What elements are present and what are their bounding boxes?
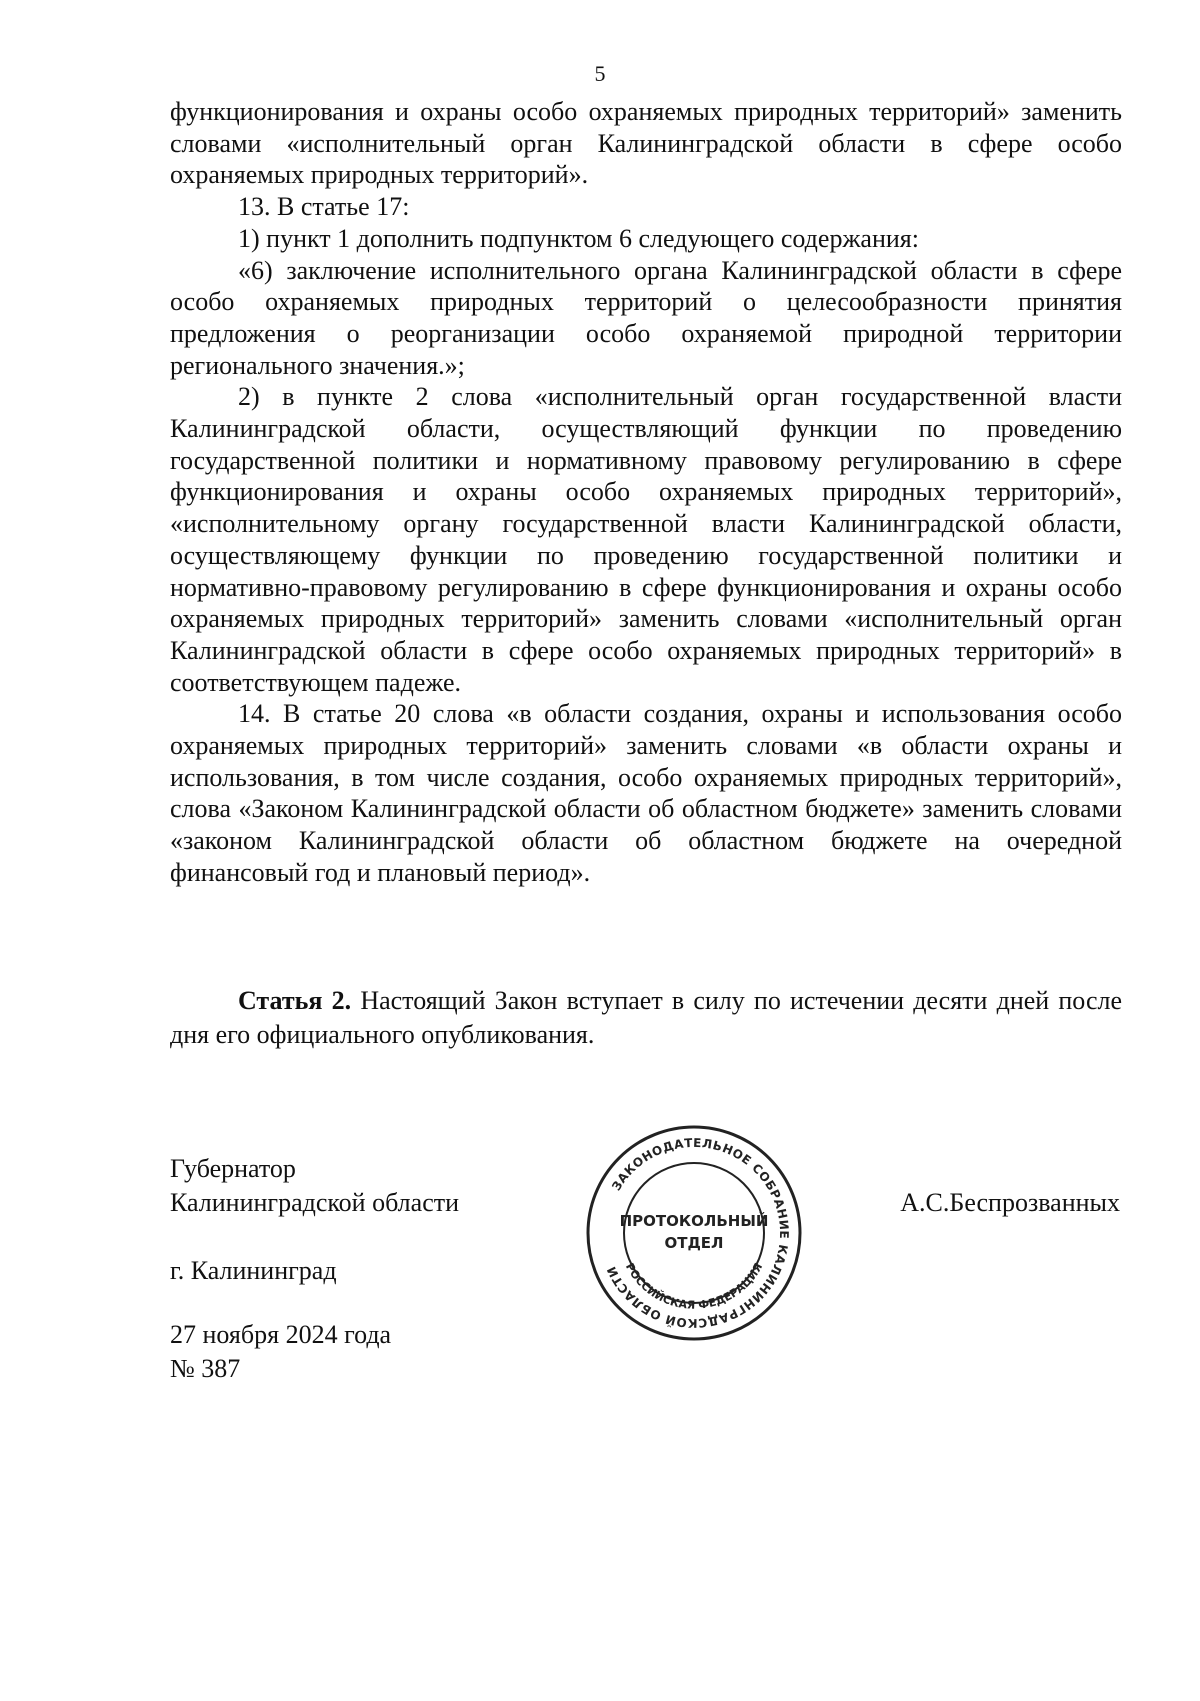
article-2-text: Настоящий Закон вступает в силу по истечении десяти дней после дня его официального опубликования. bbox=[170, 986, 1123, 1049]
law-number: № 387 bbox=[170, 1354, 241, 1383]
paragraph-subitem-1: 1) пункт 1 дополнить подпунктом 6 следующего содержания: bbox=[238, 223, 919, 253]
paragraph-continuation: функционирования и охраны особо охраняемых природных территорий» заменить словами «исполнительный орган Калининградской области в сфере особо охраняемых природных территорий». bbox=[170, 97, 1122, 190]
law-date: 27 ноября 2024 года bbox=[170, 1320, 392, 1349]
paragraph-item-13: 13. В статье 17: bbox=[238, 192, 410, 222]
stamp-seal-graphic bbox=[580, 1122, 808, 1344]
signatory-title bbox=[170, 1152, 459, 1220]
signatory-name: А.С.Беспрозванных bbox=[900, 1188, 1120, 1217]
official-stamp bbox=[580, 1122, 808, 1344]
city: г. Калининград bbox=[170, 1256, 337, 1285]
paragraph-quote-6: «6) заключение исполнительного органа Калининградской области в сфере особо охраняемых природных территорий о целесообразности принятия предложения о реорганизации особо охраняемой природной территории регионального значения.»; bbox=[170, 255, 1122, 380]
date-and-number bbox=[170, 1318, 391, 1386]
page-number: 5 bbox=[594, 61, 606, 86]
stamp-inner-line1: ПРОТОКОЛЬНЫЙ bbox=[619, 1212, 769, 1230]
paragraph-subitem-2: 2) в пункте 2 слова «исполнительный орган государственной власти Калининградской области, осуществляющий функции по проведению государственной политики и нормативному правовому регулированию в сфере функционирования и охраны особо охраняемых природных территорий», «исполнительному органу государственной власти Калининградской области, осуществляющему функции по проведению государственной политики и нормативно-правовому регулированию в сфере функционирования и охраны особо охраняемых природных территорий» заменить словами «исполнительный орган Калининградской области в сфере особо охраняемых природных территорий» в соответствующем падеже. bbox=[170, 382, 1122, 697]
article-2-paragraph bbox=[170, 984, 1122, 1052]
stamp-outer-text: ЗАКОНОДАТЕЛЬНОЕ СОБРАНИЕ КАЛИНИНГРАДСКОЙ ОБЛАСТИ bbox=[604, 1135, 792, 1331]
stamp-inner-line2: ОТДЕЛ bbox=[664, 1234, 724, 1252]
document-body bbox=[170, 96, 1122, 889]
article-2-label: Статья 2. bbox=[238, 986, 352, 1015]
signatory-title-line2: Калининградской области bbox=[170, 1188, 460, 1217]
stamp-bottom-text: РОССИЙСКАЯ ФЕДЕРАЦИЯ bbox=[622, 1260, 766, 1312]
signatory-title-line1: Губернатор bbox=[170, 1154, 296, 1183]
paragraph-item-14: 14. В статье 20 слова «в области создания, охраны и использования особо охраняемых природных территорий» заменить словами «в области охраны и использования, в том числе создания, особо охраняемых природных территорий», слова «Законом Калининградской области об областном бюджете» заменить словами «законом Калининградской области об областном бюджете на очередной финансовый год и плановый период». bbox=[170, 699, 1122, 887]
